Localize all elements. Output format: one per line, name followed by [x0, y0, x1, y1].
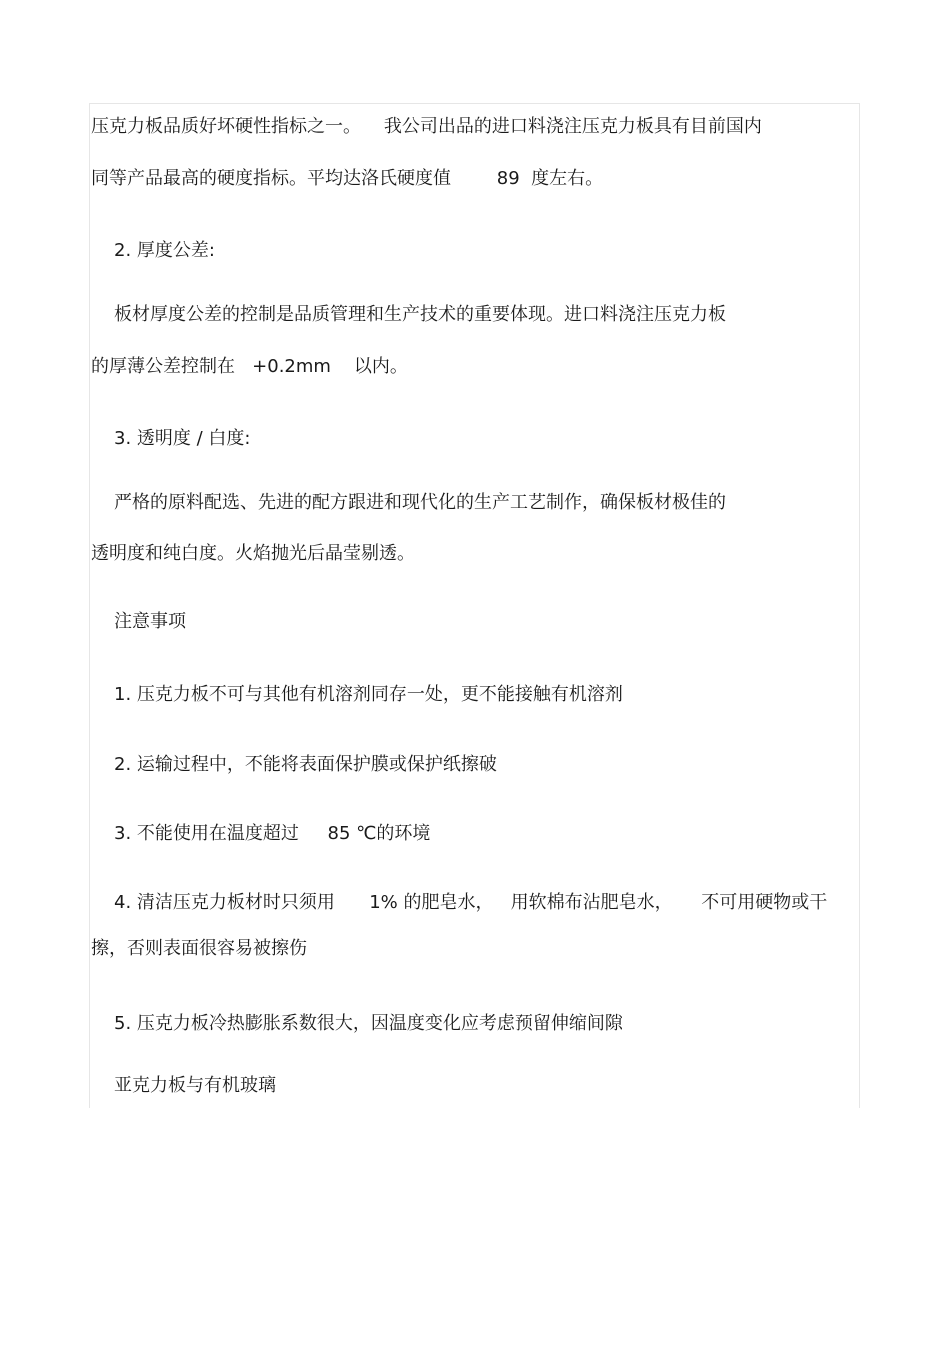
body-text-line: 透明度和纯白度。火焰抛光后晶莹剔透。	[91, 543, 415, 564]
note-item: 1. 压克力板不可与其他有机溶剂同存一处，更不能接触有机溶剂	[114, 684, 623, 705]
note-item: 5. 压克力板冷热膨胀系数很大，因温度变化应考虑预留伸缩间隙	[114, 1013, 623, 1034]
section-heading-thickness: 2. 厚度公差:	[114, 240, 215, 261]
body-text-line: 压克力板品质好坏硬性指标之一。 我公司出品的进口料浇注压克力板具有目前国内	[91, 116, 762, 137]
body-text-line: 的厚薄公差控制在 +0.2mm 以内。	[91, 356, 408, 377]
body-text-line: 同等产品最高的硬度指标。平均达洛氏硬度值 89 度左右。	[91, 168, 604, 189]
body-text-line: 严格的原料配选、先进的配方跟进和现代化的生产工艺制作，确保板材极佳的	[114, 492, 726, 513]
section-heading-notes: 注意事项	[114, 611, 186, 632]
note-item: 4. 清洁压克力板材时只须用 1% 的肥皂水， 用软棉布沾肥皂水， 不可用硬物或干	[114, 892, 828, 913]
note-item: 3. 不能使用在温度超过 85 ℃的环境	[114, 823, 431, 844]
section-heading-acrylic: 亚克力板与有机玻璃	[114, 1075, 276, 1096]
note-item: 2. 运输过程中，不能将表面保护膜或保护纸擦破	[114, 754, 497, 775]
body-text-line: 板材厚度公差的控制是品质管理和生产技术的重要体现。进口料浇注压克力板	[114, 304, 726, 325]
note-item-continuation: 擦，否则表面很容易被擦伤	[91, 938, 307, 959]
section-heading-transparency: 3. 透明度 / 白度:	[114, 428, 251, 449]
